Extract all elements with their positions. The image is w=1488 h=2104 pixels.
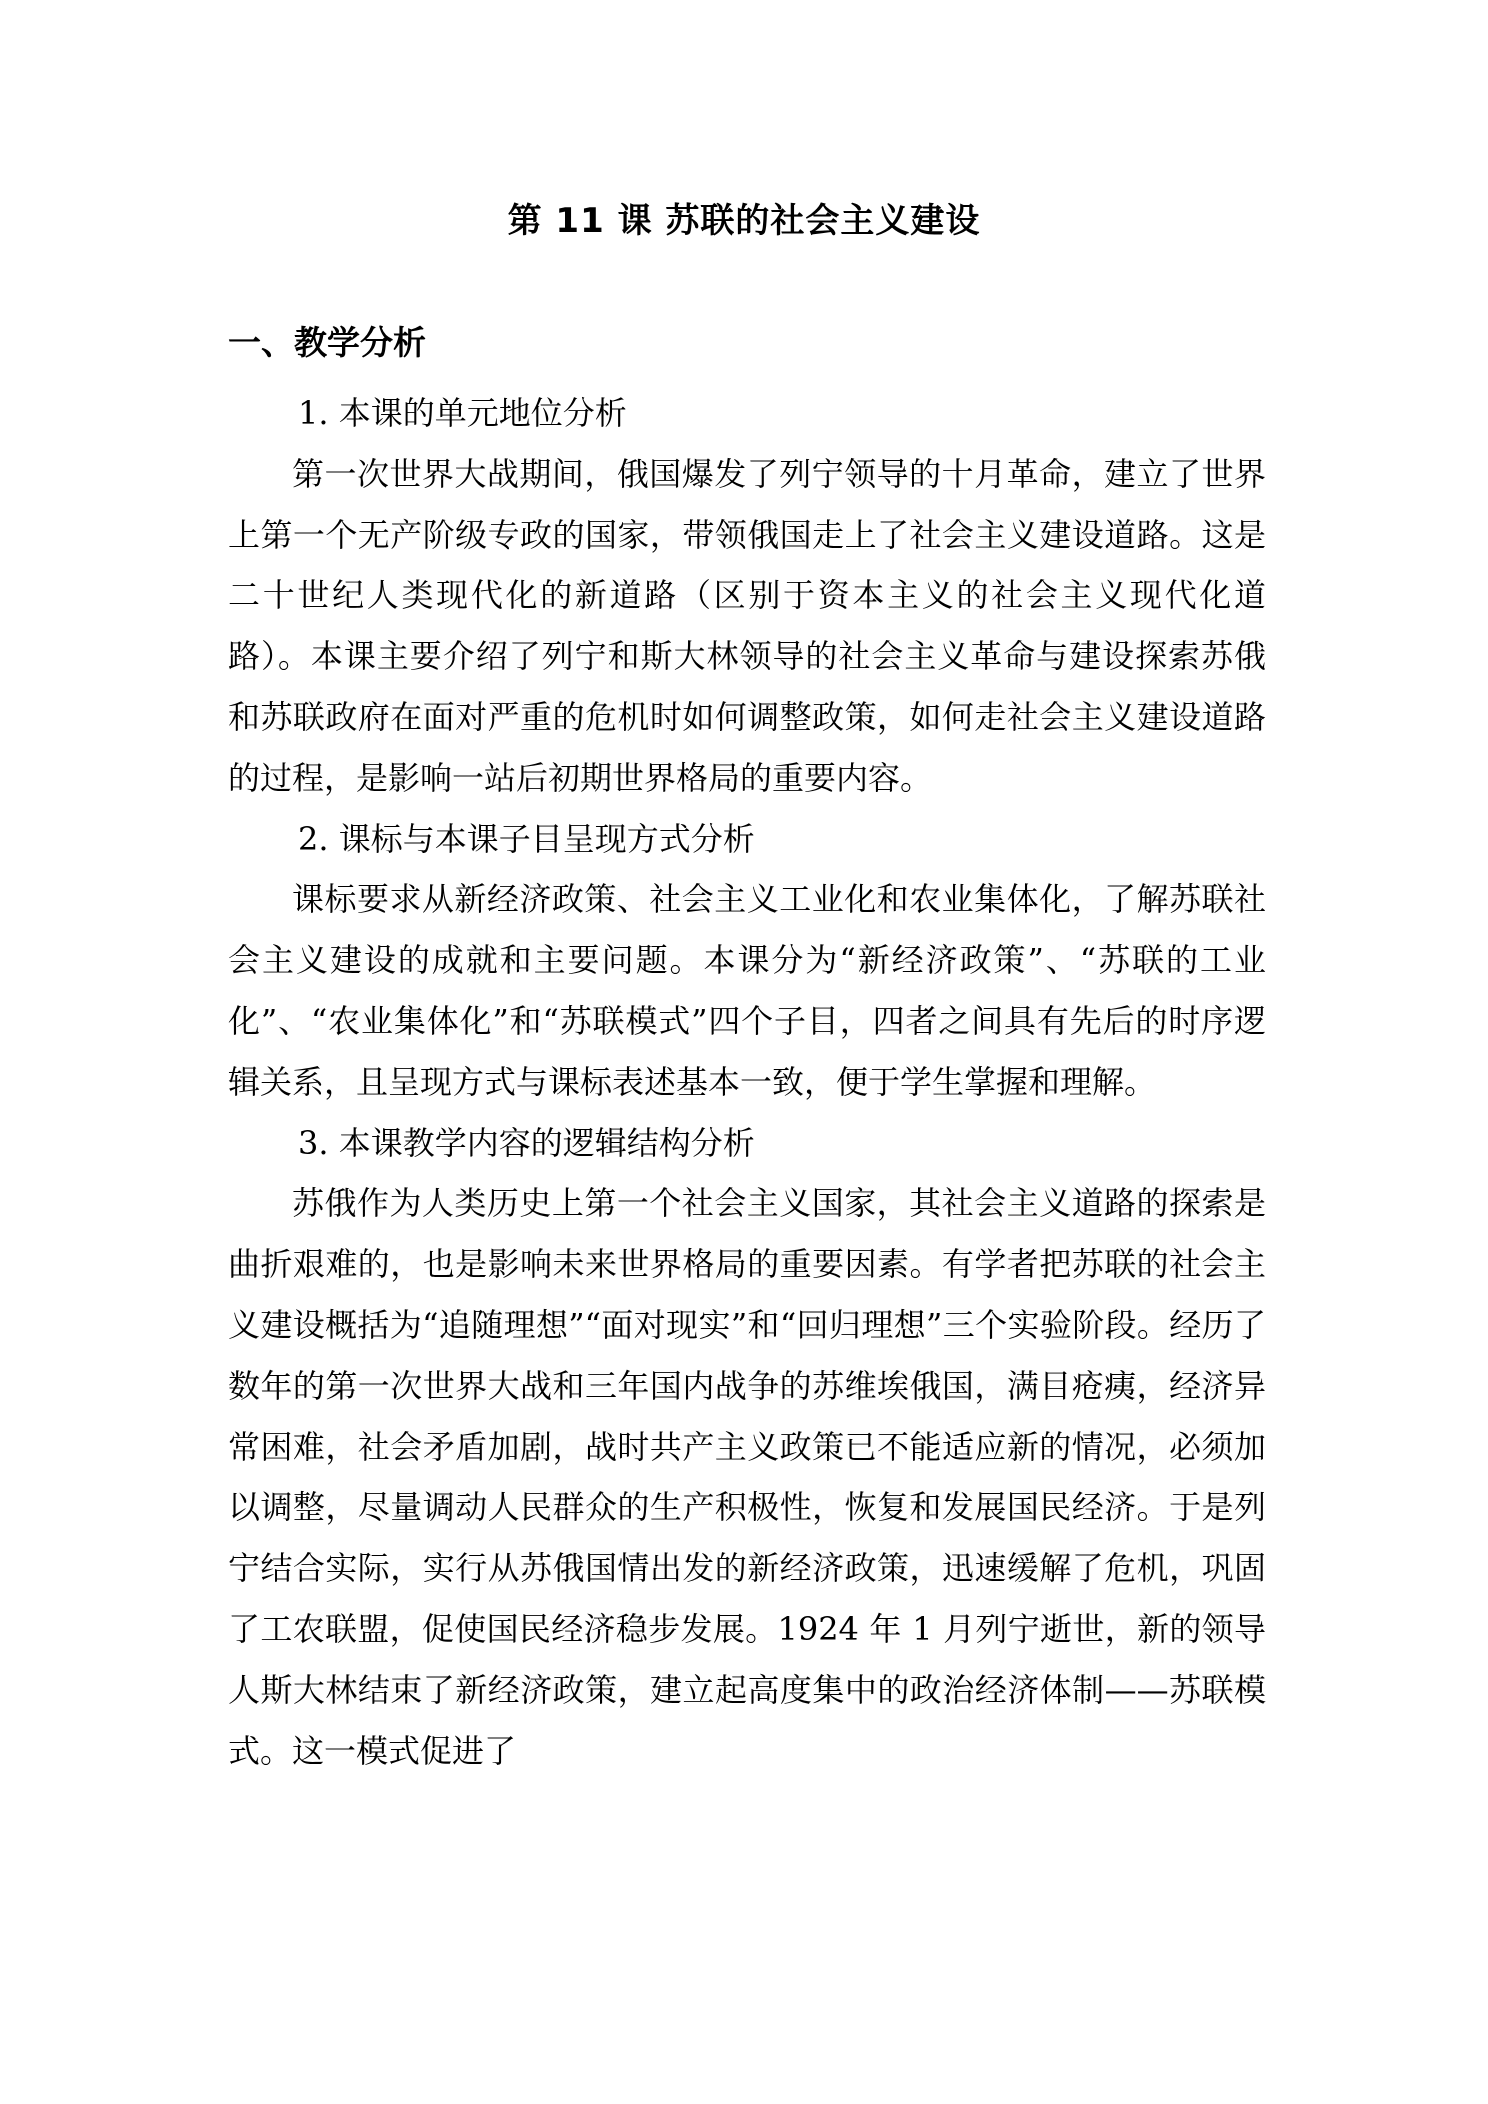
lesson-title: 第 11 课 苏联的社会主义建设 [507,201,981,241]
paragraph-3: 苏俄作为人类历史上第一个社会主义国家，其社会主义道路的探索是曲折艰难的，也是影响未来世界格局的重要因素。有学者把苏联的社会主义建设概括为“追随理想”“面对现实”和“回归理想”三个实验阶段。经历了数年的第一次世界大战和三年国内战争的苏维埃俄国，满目疮痍，经济异常困难，社会矛盾加剧，战时共产主义政策已不能适应新的情况，必须加以调整，尽量调动人民群众的生产积极性，恢复和发展国民经济。于是列宁结合实际，实行从苏俄国情出发的新经济政策，迅速缓解了危机，巩固了工农联盟，促使国民经济稳步发展。1924 年 1 月列宁逝世，新的领导人斯大林结束了新经济政策，建立起高度集中的政治经济体制——苏联模式。这一模式促进了 [228,1184,1266,1770]
subsection-heading-3: 3. 本课教学内容的逻辑结构分析 [298,1123,755,1162]
paragraph-1: 第一次世界大战期间，俄国爆发了列宁领导的十月革命，建立了世界上第一个无产阶级专政的国家，带领俄国走上了社会主义建设道路。这是二十世纪人类现代化的新道路（区别于资本主义的社会主义现代化道路）。本课主要介绍了列宁和斯大林领导的社会主义革命与建设探索苏俄和苏联政府在面对严重的危机时如何调整政策，如何走社会主义建设道路的过程，是影响一站后初期世界格局的重要内容。 [228,454,1266,797]
subsection-heading-1: 1. 本课的单元地位分析 [298,394,627,432]
paragraph-2: 课标要求从新经济政策、社会主义工业化和农业集体化，了解苏联社会主义建设的成就和主要问题。本课分为“新经济政策”、“苏联的工业化”、“农业集体化”和“苏联模式”四个子目，四者之间具有先后的时序逻辑关系，且呈现方式与课标表述基本一致，便于学生掌握和理解。 [228,880,1266,1101]
document-body [228,383,1266,1781]
section-heading: 一、教学分析 [228,323,426,362]
subsection-heading-2: 2. 课标与本课子目呈现方式分析 [298,819,755,858]
